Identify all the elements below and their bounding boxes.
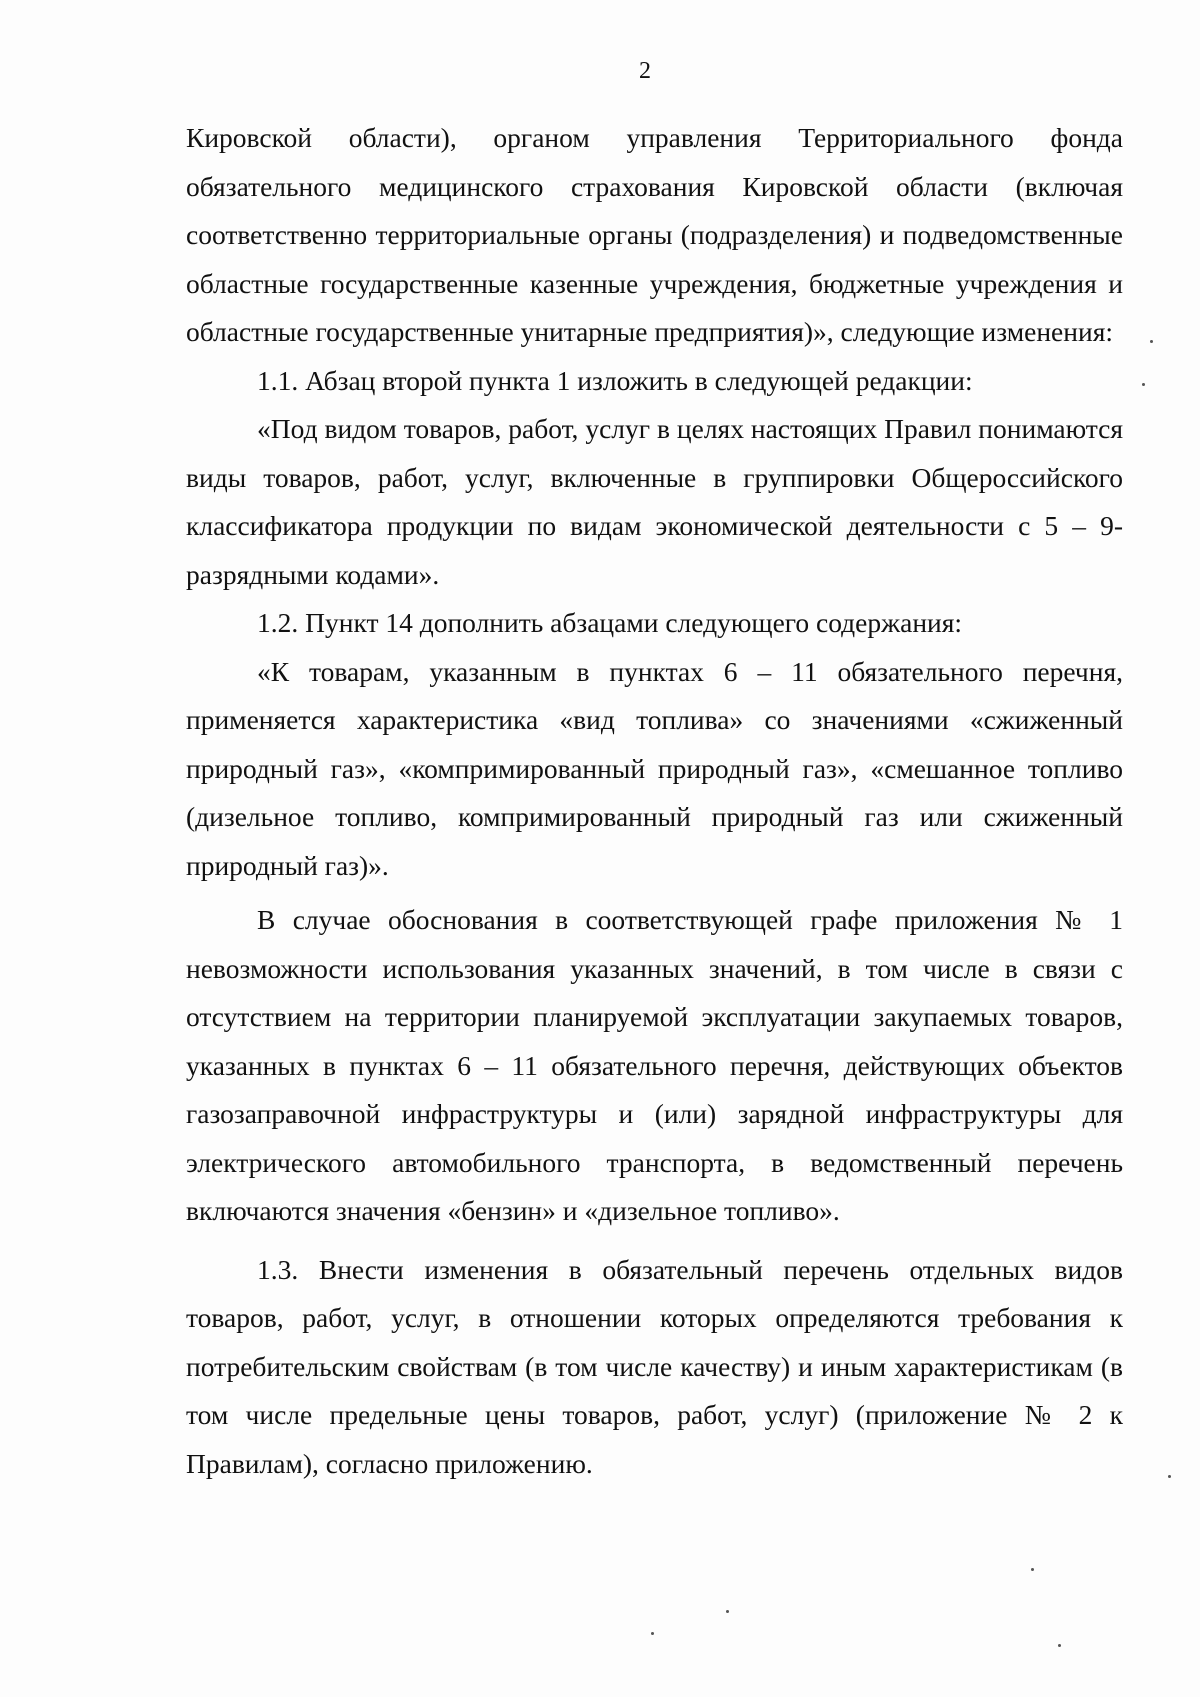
scan-speck bbox=[726, 1610, 729, 1613]
scan-speck bbox=[651, 1632, 654, 1635]
scan-speck bbox=[1150, 340, 1153, 343]
paragraph-item-1-3: 1.3. Внести изменения в обязательный перечень отдельных видов товаров, работ, услуг, в отношении которых определяются требования к потребительским свойствам (в том числе качеству) и иным характеристикам (в том числе предельные цены товаров, работ, услуг) (приложение № 2 к Правилам), согласно приложению. bbox=[186, 1253, 1123, 1479]
paragraph-continuation: Кировской области), органом управления Территориального фонда обязательного медицинского страхования Кировской области (включая соответственно территориальные органы (подразделения) и подведомственные областные государственные казенные учреждения, бюджетные учреждения и областные государственные унитарные предприятия)», следующие изменения: bbox=[186, 122, 1123, 347]
scan-speck bbox=[1031, 1568, 1034, 1571]
paragraph-item-1-2-quote-a: «К товарам, указанным в пунктах 6 – 11 обязательного перечня, применяется характеристика «вид топлива» со значениями «сжиженный природный газ», «компримированный природный газ», «смешанное топливо (дизельное топливо, компримированный природный газ или сжиженный природный газ)». bbox=[186, 655, 1123, 881]
paragraph-item-1-2: 1.2. Пункт 14 дополнить абзацами следующего содержания: bbox=[257, 607, 963, 638]
paragraph-item-1-1: 1.1. Абзац второй пункта 1 изложить в следующей редакции: bbox=[257, 364, 973, 396]
paragraph-item-1-1-quote: «Под видом товаров, работ, услуг в целях настоящих Правил понимаются виды товаров, работ, услуг, включенные в группировки Общероссийского классификатора продукции по видам экономической деятельности с 5 – 9-разрядными кодами». bbox=[186, 413, 1123, 590]
scan-speck bbox=[1168, 1475, 1171, 1478]
document-body bbox=[186, 114, 1123, 1488]
scan-speck bbox=[1058, 1644, 1061, 1647]
paragraph-item-1-2-quote-b: В случае обоснования в соответствующей графе приложения № 1 невозможности использования указанных значений, в том числе в связи с отсутствием на территории планируемой эксплуатации закупаемых товаров, указанных в пунктах 6 – 11 обязательного перечня, действующих объектов газозаправочной инфраструктуры и (или) зарядной инфраструктуры для электрического автомобильного транспорта, в ведомственный перечень включаются значения «бензин» и «дизельное топливо». bbox=[186, 904, 1123, 1226]
scan-speck bbox=[1142, 383, 1145, 386]
page-number: 2 bbox=[639, 58, 651, 84]
